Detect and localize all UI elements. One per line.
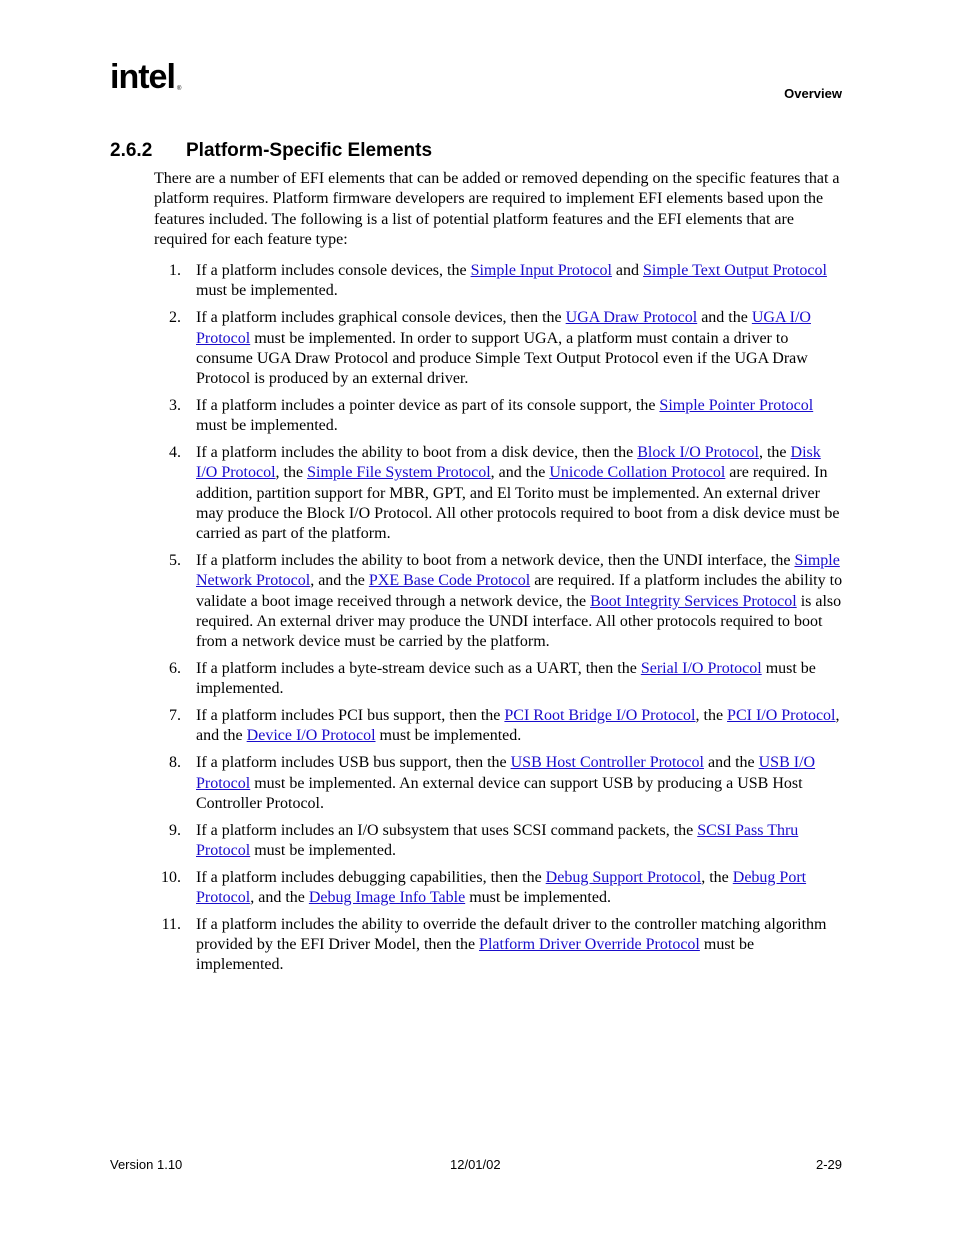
- intel-logo-graphic: [110, 56, 184, 102]
- list-item-text: are required. If a platform includes the ability to validate a boot image received through a network device, the: [196, 572, 843, 610]
- list-item-text: must be implemented.: [250, 841, 396, 859]
- protocol-link[interactable]: Simple Input Protocol: [470, 262, 612, 280]
- list-item-text: If a platform includes USB bus support, then the: [196, 754, 511, 772]
- protocol-link[interactable]: PXE Base Code Protocol: [368, 572, 531, 590]
- protocol-link[interactable]: Simple File System Protocol: [307, 464, 491, 482]
- list-item-number: 5.: [169, 552, 181, 570]
- protocol-link[interactable]: USB I/O Protocol: [196, 754, 816, 792]
- protocol-link[interactable]: Simple Text Output Protocol: [643, 262, 827, 280]
- list-item-number: 10.: [161, 868, 181, 886]
- list-item: [154, 443, 844, 544]
- list-item: [154, 659, 844, 700]
- list-item: [154, 551, 844, 652]
- protocol-link[interactable]: Serial I/O Protocol: [640, 660, 762, 678]
- list-item: [154, 396, 844, 437]
- protocol-link[interactable]: Device I/O Protocol: [246, 727, 376, 745]
- protocol-link[interactable]: Block I/O Protocol: [637, 444, 759, 462]
- list-item-text: and: [611, 262, 644, 280]
- section-title: Platform-Specific Elements: [186, 140, 433, 161]
- list-item: [154, 821, 844, 862]
- list-item: [154, 261, 844, 302]
- list-item-text: and the: [697, 309, 752, 327]
- list-item: [154, 915, 844, 976]
- list-item-text: must be implemented.: [465, 889, 611, 906]
- list-item-text: , and the: [490, 464, 550, 482]
- list-item-number: 11.: [161, 915, 181, 933]
- protocol-link[interactable]: SCSI Pass Thru Protocol: [196, 821, 799, 859]
- list-item-number: 9.: [169, 821, 181, 839]
- protocol-link[interactable]: Platform Driver Override Protocol: [479, 936, 700, 954]
- protocol-link[interactable]: Simple Network Protocol: [196, 552, 840, 590]
- list-item-text: is also required. An external driver may produce the UNDI interface. All other protocols required to boot from a network device must be carried by the platform.: [196, 592, 842, 651]
- list-item-text: must be implemented.: [196, 417, 338, 435]
- footer-version: Version 1.10: [110, 1157, 183, 1172]
- list-item-text: , the: [701, 868, 733, 886]
- intel-logo-wordmark: intel: [110, 58, 175, 96]
- protocol-link[interactable]: Debug Support Protocol: [545, 868, 702, 886]
- protocol-link[interactable]: UGA I/O Protocol: [196, 309, 811, 347]
- list-item: [154, 308, 844, 389]
- protocol-link[interactable]: PCI I/O Protocol: [727, 707, 836, 725]
- list-item: [154, 753, 844, 814]
- list-item-number: 2.: [169, 309, 181, 327]
- list-item-text: must be implemented. In order to support UGA, a platform must contain a driver to consume UGA Draw Protocol and produce Simple Text Output Protocol even if the UGA Draw Protocol is produced by an external driver.: [196, 329, 808, 388]
- list-item-text: If a platform includes console devices, the: [196, 262, 471, 280]
- list-item-text: If a platform includes graphical console devices, then the: [196, 309, 566, 327]
- list-item-text: If a platform includes debugging capabilities, then the: [196, 868, 546, 886]
- list-item-number: 4.: [169, 444, 181, 462]
- list-item-text: If a platform includes the ability to override the default driver to the controller matching algorithm provided by the EFI Driver Model, then the: [196, 915, 827, 954]
- list-item: [154, 868, 844, 909]
- body-content: [154, 169, 844, 982]
- list-item-text: are required. In addition, partition support for MBR, GPT, and El Torito must be implemented. An external driver may produce the Block I/O Protocol. All other protocols required to boot from a disk device must be carried as part of the platform.: [196, 464, 840, 543]
- protocol-link[interactable]: Boot Integrity Services Protocol: [590, 592, 797, 610]
- list-item-text: must be implemented.: [196, 282, 338, 300]
- footer-date: 12/01/02: [450, 1157, 501, 1172]
- registered-mark: ®: [177, 86, 182, 92]
- protocol-link[interactable]: Simple Pointer Protocol: [659, 396, 814, 414]
- protocol-link[interactable]: Disk I/O Protocol: [196, 444, 821, 482]
- list-item-text: If a platform includes PCI bus support, then the: [196, 707, 505, 725]
- protocol-link[interactable]: Debug Port Protocol: [196, 868, 807, 906]
- list-item: [154, 706, 844, 747]
- protocol-link[interactable]: UGA Draw Protocol: [565, 309, 698, 327]
- protocol-link[interactable]: PCI Root Bridge I/O Protocol: [504, 707, 696, 725]
- feature-list: [154, 261, 844, 976]
- footer-page-number: 2-29: [815, 1157, 842, 1172]
- protocol-link[interactable]: Unicode Collation Protocol: [549, 464, 726, 482]
- list-item-text: If a platform includes a byte-stream device such as a UART, then the: [196, 660, 641, 678]
- section-heading: [110, 140, 432, 162]
- list-item-number: 8.: [169, 754, 181, 772]
- list-item-text: , and the: [196, 707, 840, 745]
- intro-paragraph: There are a number of EFI elements that can be added or removed depending on the specific features that a platform requires. Platform firmware developers are required to implement EFI elements based upon the features included. The following is a list of potential platform features and the EFI elements that are required for each feature type:: [154, 170, 840, 248]
- list-item-text: If a platform includes an I/O subsystem that uses SCSI command packets, the: [196, 821, 698, 839]
- list-item-text: , the: [758, 444, 791, 462]
- list-item-text: , the: [695, 707, 728, 725]
- list-item-text: , and the: [250, 889, 309, 906]
- list-item-number: 7.: [169, 707, 181, 725]
- list-item-text: must be implemented.: [196, 660, 816, 698]
- list-item-text: , the: [275, 464, 308, 482]
- list-item-number: 3.: [169, 396, 181, 414]
- list-item-text: must be implemented.: [196, 936, 755, 974]
- list-item-number: 6.: [169, 660, 181, 678]
- list-item-text: If a platform includes the ability to boot from a network device, then the UNDI interface, the: [196, 552, 795, 570]
- list-item-text: , and the: [310, 572, 369, 590]
- list-item-number: 1.: [169, 262, 181, 280]
- list-item-text: If a platform includes the ability to boot from a disk device, then the: [196, 444, 638, 462]
- protocol-link[interactable]: USB Host Controller Protocol: [510, 754, 704, 772]
- list-item-text: If a platform includes a pointer device as part of its console support, the: [196, 396, 660, 414]
- list-item-text: and the: [703, 754, 759, 772]
- list-item-text: must be implemented. An external device can support USB by producing a USB Host Controller Protocol.: [196, 774, 803, 812]
- running-header-section: Overview: [784, 86, 842, 101]
- intel-logo: [110, 56, 184, 102]
- protocol-link[interactable]: Debug Image Info Table: [308, 889, 466, 906]
- section-number: 2.6.2: [110, 140, 153, 161]
- list-item-text: must be implemented.: [375, 727, 522, 745]
